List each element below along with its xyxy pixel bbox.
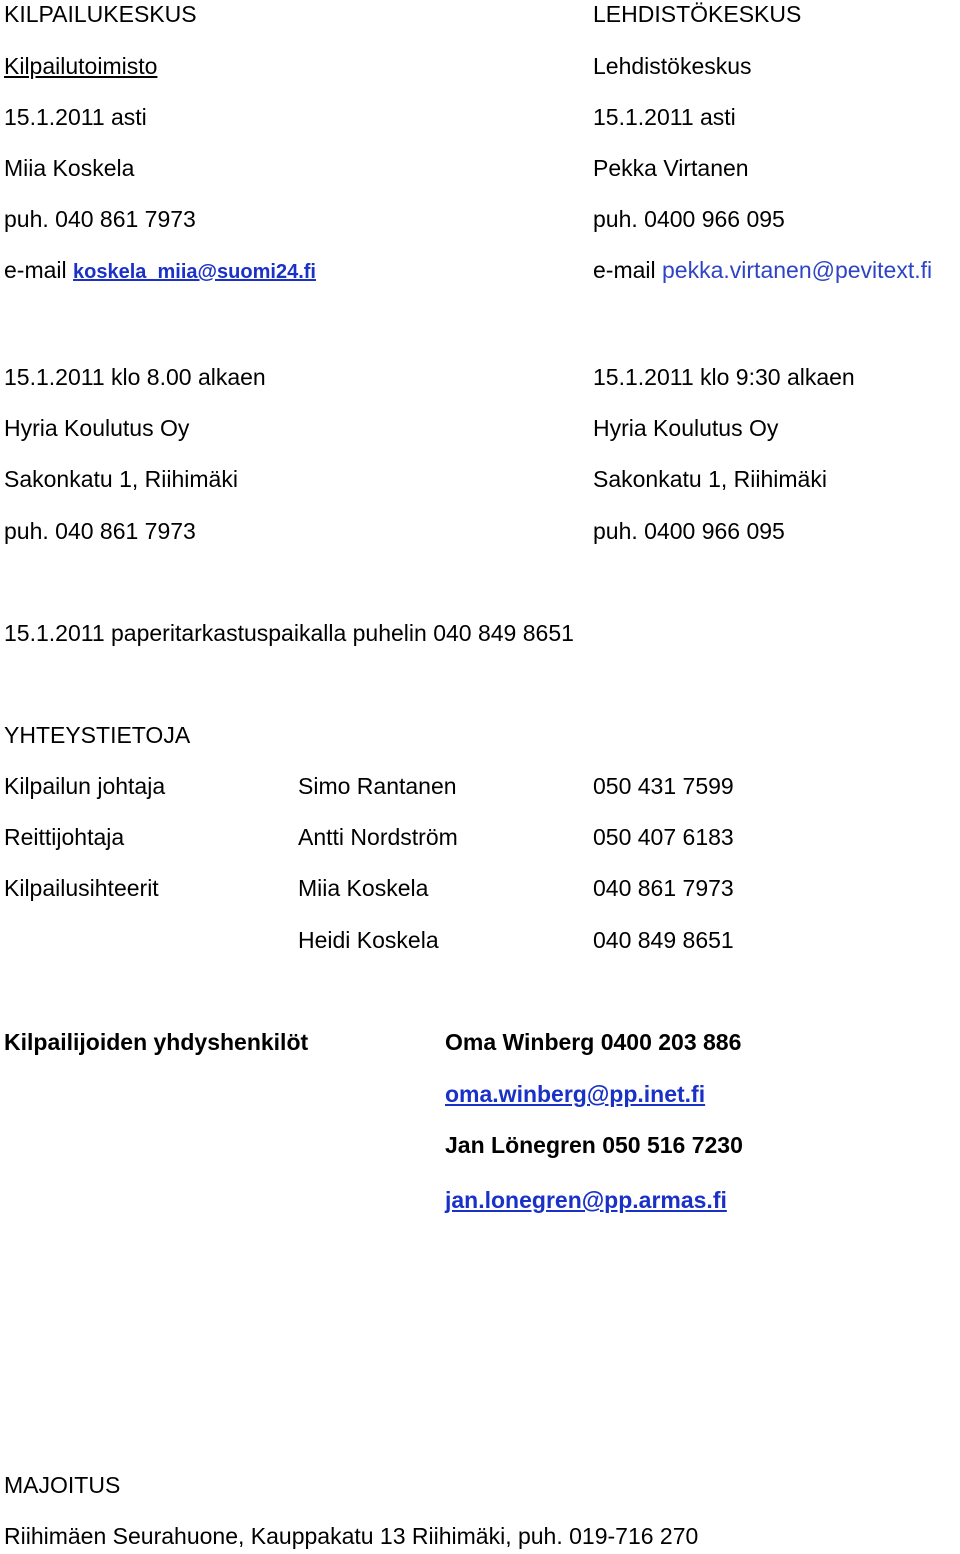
right-date2: 15.1.2011 klo 9:30 alkaen (593, 364, 855, 390)
right-phone2: puh. 0400 966 095 (593, 518, 785, 544)
right-address: Sakonkatu 1, Riihimäki (593, 466, 827, 492)
paper-check-line: 15.1.2011 paperitarkastuspaikalla puhelin 040 849 8651 (4, 620, 574, 646)
contact-name: Antti Nordström (298, 824, 458, 850)
contact-role: Kilpailusihteerit (4, 875, 159, 901)
accommodation-text: Riihimäen Seurahuone, Kauppakatu 13 Riihimäki, puh. 019-716 270 (4, 1523, 699, 1549)
left-person: Miia Koskela (4, 155, 135, 181)
left-date: 15.1.2011 asti (4, 104, 147, 130)
right-org: Hyria Koulutus Oy (593, 415, 779, 441)
contacts-heading: YHTEYSTIETOJA (4, 722, 191, 748)
contact-phone: 050 431 7599 (593, 773, 734, 799)
contact-name: Miia Koskela (298, 875, 429, 901)
right-person: Pekka Virtanen (593, 155, 749, 181)
liaisons-label: Kilpailijoiden yhdyshenkilöt (4, 1029, 309, 1055)
right-email-row (593, 259, 932, 282)
right-date: 15.1.2011 asti (593, 104, 736, 130)
contact-role: Reittijohtaja (4, 824, 125, 850)
contact-role: Kilpailun johtaja (4, 773, 166, 799)
left-phone2: puh. 040 861 7973 (4, 518, 196, 544)
contact-phone: 040 849 8651 (593, 927, 734, 953)
left-email-link[interactable]: koskela_miia@suomi24.fi (73, 261, 316, 283)
liaison-person-1: Oma Winberg 0400 203 886 (445, 1029, 742, 1055)
contact-phone: 040 861 7973 (593, 875, 734, 901)
contact-phone: 050 407 6183 (593, 824, 734, 850)
left-email-row (4, 259, 316, 282)
liaison-person-2: Jan Lönegren 050 516 7230 (445, 1132, 743, 1158)
accommodation-heading: MAJOITUS (4, 1472, 121, 1498)
liaison-email-2[interactable]: jan.lonegren@pp.armas.fi (445, 1187, 727, 1213)
left-org: Hyria Koulutus Oy (4, 415, 190, 441)
liaison-email-1[interactable]: oma.winberg@pp.inet.fi (445, 1081, 706, 1107)
left-office-name[interactable]: Kilpailutoimisto (4, 53, 158, 79)
contact-name: Simo Rantanen (298, 773, 457, 799)
right-office-name: Lehdistökeskus (593, 53, 752, 79)
left-address: Sakonkatu 1, Riihimäki (4, 466, 238, 492)
left-heading: KILPAILUKESKUS (4, 1, 197, 27)
left-phone: puh. 040 861 7973 (4, 206, 196, 232)
right-email-link[interactable]: pekka.virtanen@pevitext.fi (662, 257, 933, 283)
right-heading: LEHDISTÖKESKUS (593, 1, 802, 27)
contact-name: Heidi Koskela (298, 927, 439, 953)
left-date2: 15.1.2011 klo 8.00 alkaen (4, 364, 266, 390)
right-phone: puh. 0400 966 095 (593, 206, 785, 232)
right-email-prefix: e-mail (593, 257, 663, 283)
left-email-prefix: e-mail (4, 257, 74, 283)
